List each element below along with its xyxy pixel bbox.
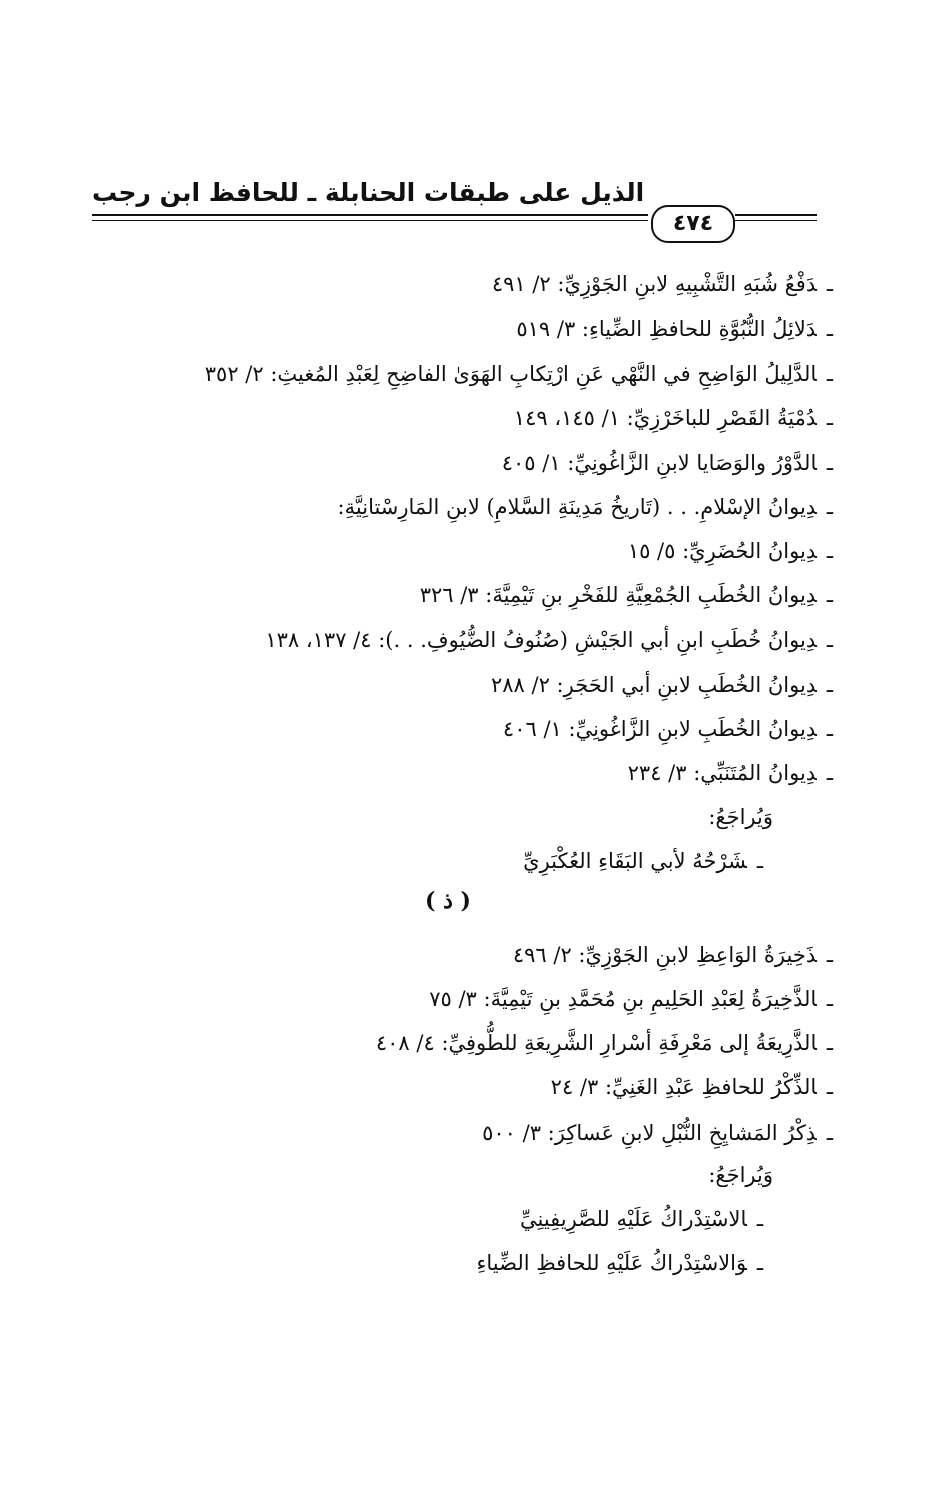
- list-item: ـالذَّخِيرَةُ لِعَبْدِ الحَلِيمِ بنِ مُحَمَّدِ بنِ تَيْمِيَّةَ: ٣/ ٧٥: [429, 987, 833, 1011]
- list-item: ـدِيوانُ خُطَبِ ابنِ أبي الجَيْشِ (صُنُوفُ الضُّيُوفِ. . .): ٤/ ١٣٧، ١٣٨: [265, 628, 833, 652]
- section-letter-heading: ( ذ ): [425, 888, 471, 914]
- header-rule-top-right: [735, 214, 817, 216]
- list-item: ـذِكْرُ المَشايِخِ النُّبْلِ لابنِ عَساكِرَ: ٣/ ٥٠٠: [482, 1121, 833, 1145]
- list-item: ـالدَّلِيلُ الوَاضِحِ في النَّهْي عَنِ ارْتِكابِ الهَوَىٰ الفاضِحِ لِعَبْدِ المُغيثِ: ٢/ ٣٥٢: [204, 362, 833, 386]
- header-rule-bottom-left: [92, 220, 648, 221]
- list-item: ـدَلائِلُ النُّبُوَّةِ للحافظِ الضِّياءِ: ٣/ ٥١٩: [516, 317, 833, 341]
- header-rule-top-left: [92, 214, 648, 216]
- see-also-item: ـالاسْتِدْراكُ عَلَيْهِ للصَّرِيفِينِيِّ: [520, 1207, 763, 1231]
- list-item: ـدُمْيَةُ القَصْرِ للباخَرْزِيِّ: ١/ ١٤٥، ١٤٩: [513, 406, 833, 430]
- list-item: ـذَخِيرَةُ الوَاعِظِ لابنِ الجَوْزِيِّ: ٢/ ٤٩٦: [512, 943, 833, 967]
- header-rule-bottom-right: [735, 220, 817, 221]
- list-item: ـالدَّوْرُ والوَصَايا لابنِ الزَّاغُونِيِّ: ١/ ٤٠٥: [501, 451, 833, 475]
- list-item: ـالذِّكْرُ للحافظِ عَبْدِ الغَنِيِّ: ٣/ ٢٤: [550, 1075, 833, 1099]
- see-also-label: وَيُراجَعُ:: [708, 805, 773, 829]
- list-item: ـدِيوانُ الخُطَبِ لابنِ الزَّاغُونِيِّ: ١/ ٤٠٦: [502, 717, 833, 741]
- see-also-item: ـشَرْحُهُ لأبي البَقَاءِ العُكْبَرِيِّ: [523, 849, 763, 873]
- page-number: ٤٧٤: [651, 205, 735, 243]
- list-item: ـدِيوانُ الخُطَبِ لابنِ أبي الحَجَرِ: ٢/ ٢٨٨: [490, 673, 833, 697]
- list-item: ـالذَّرِيعَةُ إلى مَعْرِفَةِ أسْرارِ الشَّرِيعَةِ للطُّوفِيِّ: ٤/ ٤٠٨: [375, 1031, 833, 1055]
- list-item: ـدِيوانُ المُتَنَبِّي: ٣/ ٢٣٤: [627, 761, 833, 785]
- list-item: ـدَفْعُ شُبَهِ التَّشْبِيهِ لابنِ الجَوْزِيِّ: ٢/ ٤٩١: [491, 272, 833, 296]
- list-item: ـدِيوانُ الخُطَبِ الجُمْعِيَّةِ للفَخْرِ بنِ تَيْمِيَّةَ: ٣/ ٣٢٦: [419, 583, 833, 607]
- list-item: ـدِيوانُ الحُضَرِيِّ: ٥/ ١٥: [627, 539, 833, 563]
- list-item: ـدِيوانُ الإسْلامِ. . . (تَاريخُ مَدِينَةِ السَّلامِ) لابنِ المَارِسْتانِيَّةِ:: [337, 495, 833, 519]
- running-header-title: الذيل على طبقات الحنابلة ـ للحافظ ابن رجب: [92, 178, 645, 207]
- see-also-item: ـوَالاسْتِدْراكُ عَلَيْهِ للحافظِ الضِّياءِ: [476, 1251, 763, 1275]
- see-also-label: وَيُراجَعُ:: [708, 1163, 773, 1187]
